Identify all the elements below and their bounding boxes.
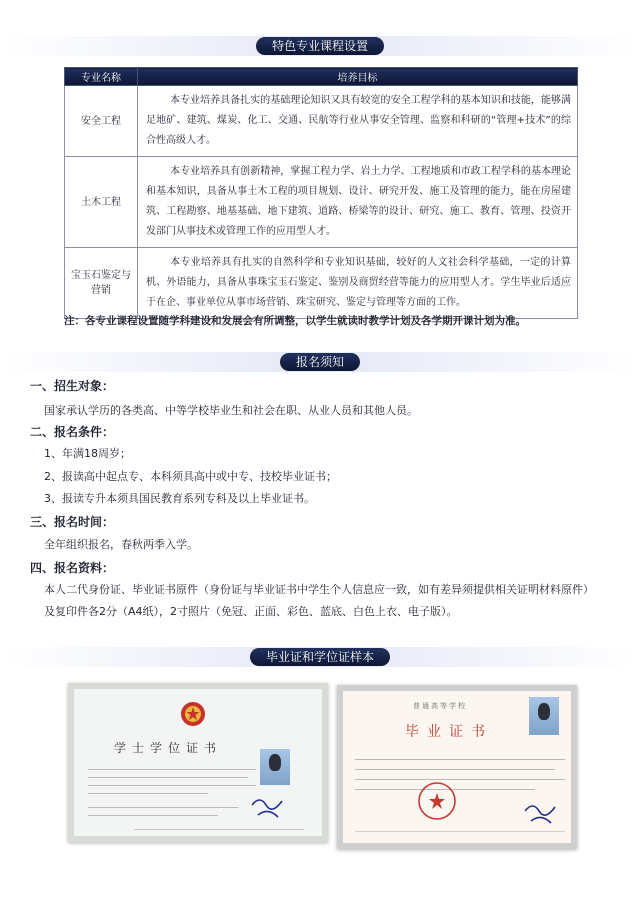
time-body: 全年组织报名，春秋两季入学。 [44, 538, 198, 551]
major-goal: 本专业培养具有创新精神，掌握工程力学、岩土力学、工程地质和市政工程学科的基本理论和基本知识，具备从事土木工程的项目规划、设计、研究开发、施工及管理的能力，能在房屋建筑、工程勘察、地基基础、地下建筑、道路、桥梁等的设计、研究、施工、教育、管理、投资开发部门从事技术或管理工作的应用型人才。 [138, 157, 578, 248]
condition-item: 1、年满18周岁； [44, 447, 131, 460]
national-emblem-icon [180, 701, 206, 727]
certificates-section-title: 毕业证和学位证样本 [250, 648, 390, 666]
condition-item: 3、报读专升本须具国民教育系列专科及以上毕业证书。 [44, 492, 315, 505]
student-photo [529, 697, 559, 735]
grad-school-line: 普通高等学校 [413, 702, 467, 710]
major-goal: 本专业培养具有扎实的自然科学和专业知识基础，较好的人文社会科学基础，一定的计算机、外语能力，具备从事珠宝玉石鉴定、鉴别及商贸经营等能力的应用型人才。学生毕业后适应于在企、事业单位从事市场营销、珠宝研究、鉴定与管理等方面的工作。 [138, 248, 578, 319]
major-name: 土木工程 [65, 157, 138, 248]
table-row [65, 248, 578, 319]
target-heading: 一、招生对象： [30, 379, 115, 393]
major-name: 宝玉石鉴定与营销 [65, 248, 138, 319]
signature-icon [248, 793, 288, 823]
table-header-row [65, 68, 578, 86]
graduation-certificate-image [337, 685, 577, 849]
materials-body: 本人二代身份证、毕业证书原件（身份证与毕业证书中学生个人信息应一致，如有差异须提供相关证明材料原件）及复印件各2分（A4纸），2寸照片（免冠、正面、彩色、蓝底、白色上衣、电子版）。 [44, 583, 594, 618]
table-row [65, 86, 578, 157]
signature-icon [521, 799, 561, 829]
header-major: 专业名称 [65, 68, 138, 86]
course-note: 注：各专业课程设置随学科建设和发展会有所调整，以学生就读时教学计划及各学期开课计划为准。 [64, 315, 526, 327]
conditions-heading: 二、报名条件： [30, 425, 115, 439]
header-goal: 培养目标 [138, 68, 578, 86]
school-seal-icon [417, 781, 457, 821]
grad-title: 毕业证书 [405, 724, 493, 740]
degree-title: 学士学位证书 [114, 741, 223, 755]
student-photo [260, 749, 290, 785]
registration-section-title: 报名须知 [280, 353, 360, 371]
target-body: 国家承认学历的各类高、中等学校毕业生和社会在职、从业人员和其他人员。 [44, 404, 418, 417]
course-table [64, 67, 578, 319]
time-heading: 三、报名时间： [30, 515, 115, 529]
materials-heading: 四、报名资料： [30, 561, 115, 575]
courses-section-title: 特色专业课程设置 [256, 37, 384, 55]
degree-certificate-image [68, 683, 328, 842]
major-goal: 本专业培养具备扎实的基础理论知识又具有较宽的安全工程学科的基本知识和技能，能够满足地矿、建筑、煤炭、化工、交通、民航等行业从事安全管理、监察和科研的“管理+技术”的综合性高级人才。 [138, 86, 578, 157]
major-name: 安全工程 [65, 86, 138, 157]
table-row [65, 157, 578, 248]
condition-item: 2、报读高中起点专、本科须具高中或中专、技校毕业证书； [44, 470, 337, 483]
